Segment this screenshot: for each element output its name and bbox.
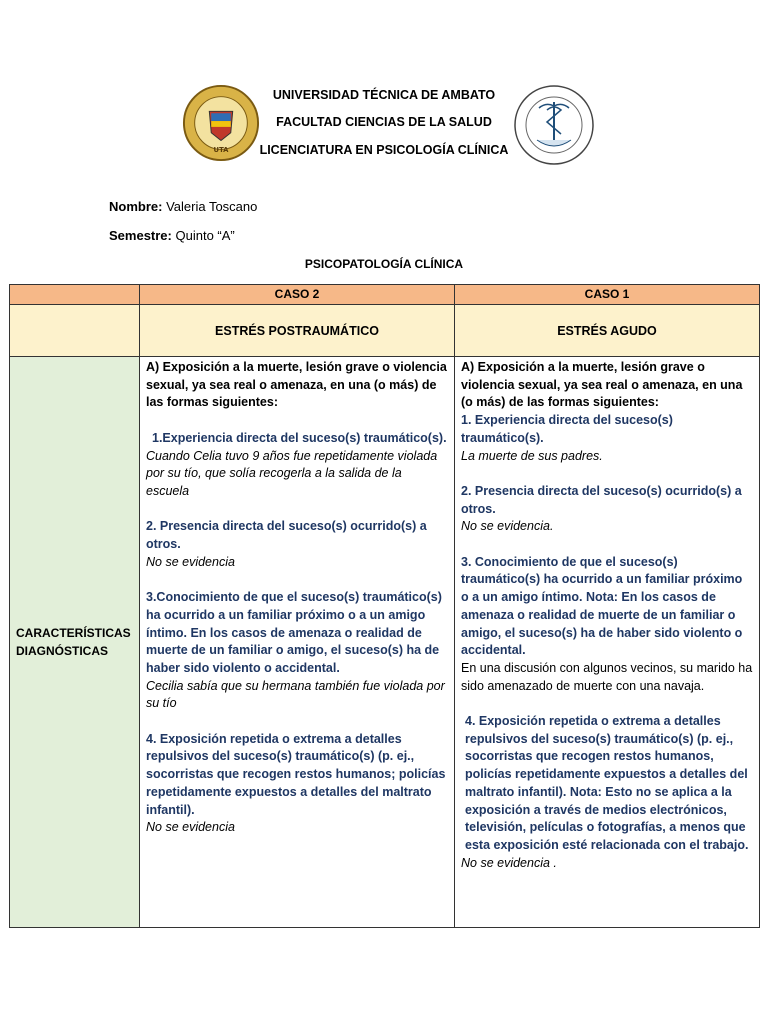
name-value: Valeria Toscano (166, 199, 258, 214)
criterion-2-answer: No se evidencia. (461, 519, 554, 534)
svg-text:UTA: UTA (213, 146, 229, 155)
university-name: UNIVERSIDAD TÉCNICA DE AMBATO (272, 88, 496, 102)
criterion-3-title: 3.Conocimiento de que el suceso(s) traumático(s) ha ocurrido a un familiar próximo o a un amigo íntimo. En los casos de amenaza o realidad de muerte de un familiar o amigo, el suceso(s) ha de haber sido violento o accidental. (146, 590, 442, 675)
row-label: CARACTERÍSTICAS DIAGNÓSTICAS (10, 357, 140, 928)
table-row (10, 305, 760, 357)
student-name-field (109, 199, 257, 214)
criterion-2-title: 2. Presencia directa del suceso(s) ocurrido(s) a otros. (146, 519, 427, 551)
case2-header: CASO 2 (140, 285, 455, 305)
case1-content-cell (455, 357, 760, 928)
name-label: Nombre: (109, 199, 163, 214)
semester-value: Quinto “A” (175, 228, 235, 243)
empty-header-cell (10, 285, 140, 305)
document-header (0, 80, 768, 180)
table-row (10, 285, 760, 305)
criterion-2-answer: No se evidencia (146, 554, 235, 569)
criterion-3-answer: En una discusión con algunos vecinos, su marido ha sido amenazado de muerte con una navaja. (461, 660, 753, 693)
empty-title-cell (10, 305, 140, 357)
criterion-3-title: 3. Conocimiento de que el suceso(s) traumático(s) ha ocurrido a un familiar próximo o a un amigo íntimo. Nota: En los casos de amenaza o realidad de muerte de un familiar o amigo, el suceso(s) ha de haber sido violento o accidental. (461, 554, 743, 658)
criterion-4-title: 4. Exposición repetida o extrema a detalles repulsivos del suceso(s) traumático(s) (p. ej., socorristas que recogen restos humanos, policías repetidamente expuestos a detalles del maltrato infantil). Nota: Esto no se aplica a la exposición a través de medios electrónicos, televisión, películas o fotografías, a menos que esta exposición esté relacionada con el trabajo. (465, 714, 749, 852)
criterion-1-answer: La muerte de sus padres. (461, 448, 603, 463)
criterion-4-title: 4. Exposición repetida o extrema a detalles repulsivos del suceso(s) traumático(s) (p. ej., socorristas que recogen restos humanos; policías repetidamente expuestos a detalles del maltrato infantil). (146, 731, 446, 817)
criterion-4-answer: No se evidencia . (461, 855, 557, 870)
subject-title: PSICOPATOLOGÍA CLÍNICA (304, 257, 464, 271)
case2-title: ESTRÉS POSTRAUMÁTICO (140, 305, 455, 357)
criterion-3-answer: Cecilia sabía que su hermana también fue violada por su tío (146, 678, 445, 711)
criterion-intro: A) Exposición a la muerte, lesión grave o violencia sexual, ya sea real o amenaza, en una (o más) de las formas siguientes: (146, 360, 447, 410)
comparison-table (9, 284, 760, 928)
semester-label: Semestre: (109, 228, 172, 243)
faculty-name: FACULTAD CIENCIAS DE LA SALUD (276, 115, 492, 129)
criterion-1-title: 1.Experiencia directa del suceso(s) traumático(s). (152, 430, 447, 445)
criterion-2-title: 2. Presencia directa del suceso(s) ocurrido(s) a otros. (461, 483, 742, 516)
criterion-1-answer: Cuando Celia tuvo 9 años fue repetidamente violada por su tío, que solía recogerla a la salida de la escuela (146, 448, 438, 498)
faculty-seal-logo (513, 84, 595, 166)
criterion-1-title: 1. Experiencia directa del suceso(s) traumático(s). (461, 413, 673, 445)
table-row (10, 357, 760, 928)
case2-content-cell (140, 357, 455, 928)
criterion-4-answer: No se evidencia (146, 820, 235, 835)
semester-field (109, 228, 235, 243)
case1-header: CASO 1 (455, 285, 760, 305)
program-name: LICENCIATURA EN PSICOLOGÍA CLÍNICA (259, 143, 509, 157)
case1-title: ESTRÉS AGUDO (455, 305, 760, 357)
criterion-intro: A) Exposición a la muerte, lesión grave o violencia sexual, ya sea real o amenaza, en una (o más) de las formas siguientes: (461, 360, 743, 410)
